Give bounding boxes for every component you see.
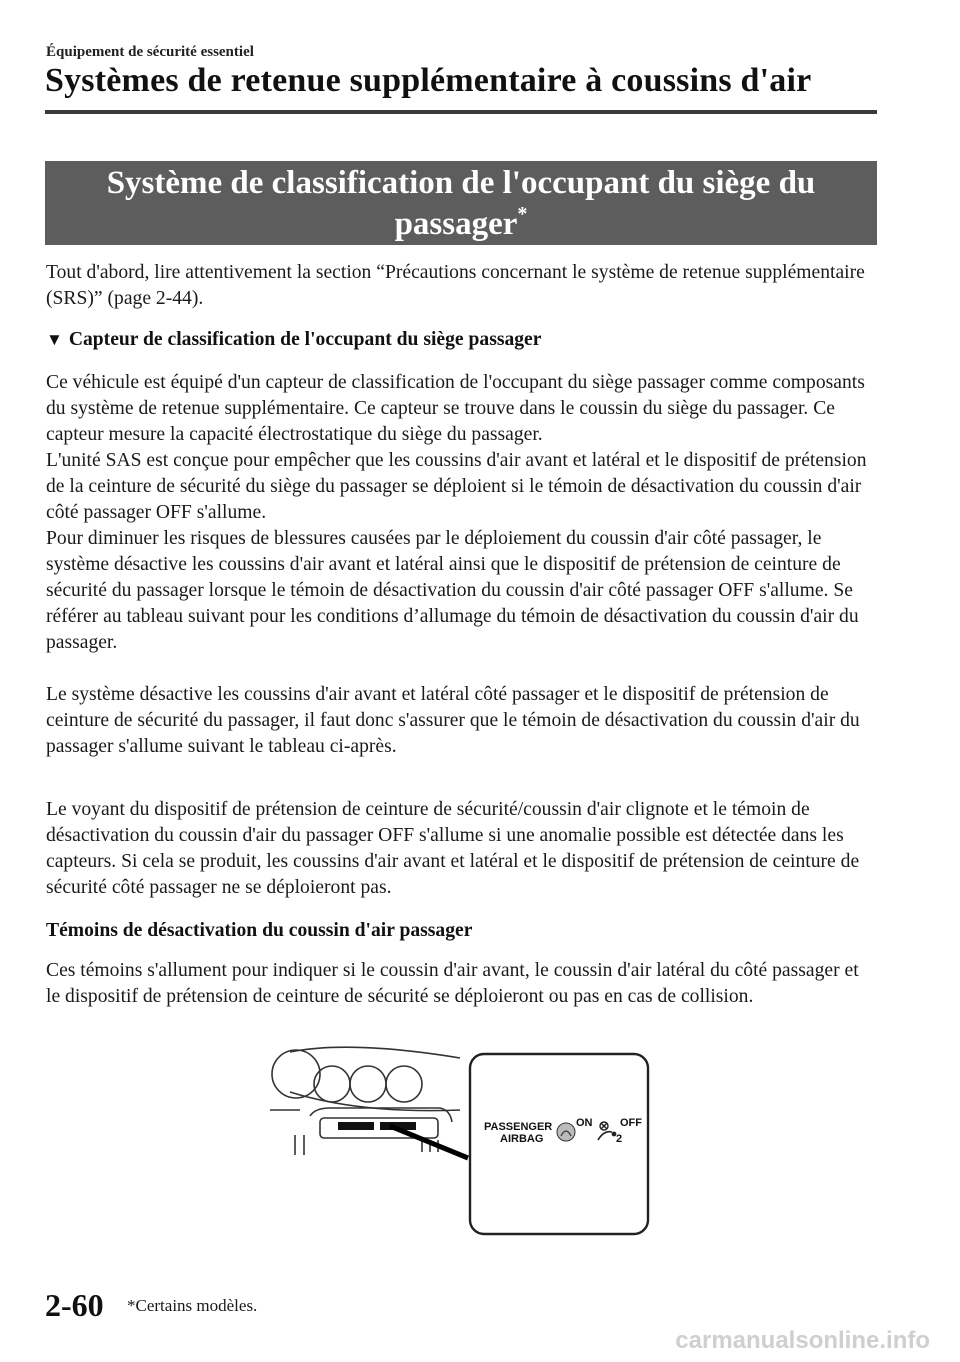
number-2-label: 2 [616,1133,623,1145]
paragraph-5: Le voyant du dispositif de prétension de ceinture de sécurité/coussin d'air clignote et le témoin de désactivation du coussin d'air du passager OFF s'allume si une anomalie possible est détectée dans les capteurs. Si cela se produit, les coussins d'air avant et latéral et le dispositif de prétension de ceinture de sécurité côté passager ne se déploieront pas. [46,799,860,898]
section-title-word: passager [394,206,518,242]
breadcrumb: Équipement de sécurité essentiel [46,44,254,60]
on-label: ON [576,1117,593,1129]
airbag-on-indicator-icon [557,1123,575,1141]
airbag-label: AIRBAG [500,1133,544,1145]
triangle-down-icon: ▼ [46,330,63,349]
page-number: 2-60 [45,1287,104,1323]
knob-left-icon [314,1066,350,1102]
passenger-label: PASSENGER [484,1121,553,1133]
footnote: *Certains modèles. [127,1296,258,1315]
footnote-marker: * [517,203,528,225]
section-title-line2 [45,203,877,243]
section-banner [45,161,877,245]
chapter-rule [45,110,877,114]
intro-paragraph: Tout d'abord, lire attentivement la section “Précautions concernant le système de retenue supplémentaire (SRS)” (page 2-44). [46,262,865,309]
watermark: carmanualsonline.info [675,1327,930,1354]
dash-top-line [290,1047,460,1058]
paragraph-2: L'unité SAS est conçue pour empêcher que les coussins d'air avant et latéral et le dispositif de prétension de la ceinture de sécurité du siège du passager se déploient si le témoin de désactivation du coussin d'air côté passager OFF s'allume. [46,450,867,523]
subheading-occupant-sensor [46,327,876,353]
section-title-line1: Système de classification de l'occupant du siège du [106,165,816,201]
paragraph-3: Pour diminuer les risques de blessures causées par le déploiement du coussin d'air côté passager, le système désactive les coussins d'air avant et latéral ainsi que le dispositif de prétension de ceinture de sécurité du passager lorsque le témoin de désactivation du coussin d'air côté passager OFF s'allume. Se référer au tableau suivant pour les conditions d’allumage du témoin de désactivation du coussin d'air du passager. [46,528,859,653]
dashboard-drawing [270,1047,460,1155]
callout-line [390,1126,468,1158]
paragraph-6: Ces témoins s'allument pour indiquer si le coussin d'air avant, le coussin d'air latéral du côté passager et le dispositif de prétension de ceinture de sécurité se déploieront ou pas en cas de collision. [46,960,859,1007]
indicator-panel-small [320,1118,438,1138]
chapter-title: Systèmes de retenue supplémentaire à coussins d'air [45,62,812,99]
subheading-text: Capteur de classification de l'occupant du siège passager [68,329,542,350]
airbag-indicator-illustration [260,1040,660,1240]
indicator-bar-1 [338,1122,374,1130]
knob-center-icon [350,1066,386,1102]
paragraph-4: Le système désactive les coussins d'air avant et latéral côté passager et le dispositif de prétension de ceinture de sécurité du passager, il faut donc s'assurer que le témoin de désactivation du coussin d'air du passager s'allume suivant le tableau ci-après. [46,684,860,757]
knob-right-icon [386,1066,422,1102]
subheading-indicators: Témoins de désactivation du coussin d'air passager [46,920,473,941]
paragraph-1: Ce véhicule est équipé d'un capteur de classification de l'occupant du siège passager comme composants du système de retenue supplémentaire. Ce capteur se trouve dans le coussin du siège du passager. Ce capteur mesure la capacité électrostatique du siège du passager. [46,372,865,445]
off-label: OFF [620,1117,642,1129]
vent-left-circle [272,1050,320,1098]
